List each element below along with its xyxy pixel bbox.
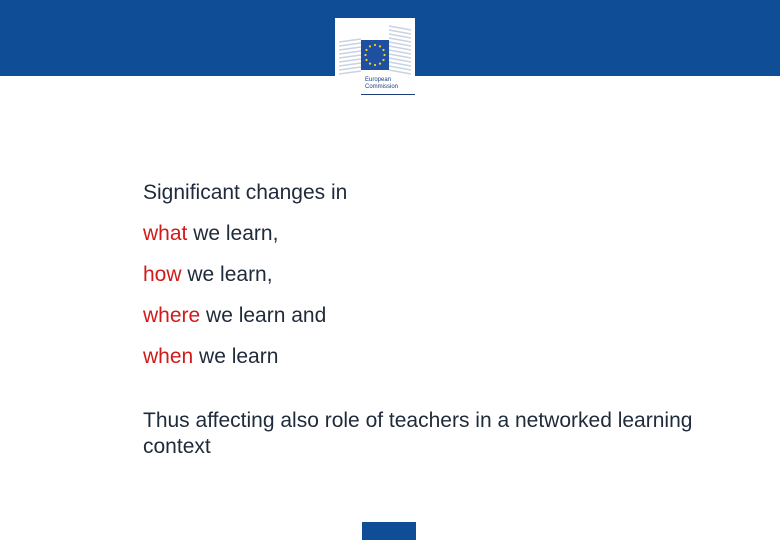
- footer-tab: [362, 522, 416, 540]
- keyword-when: when: [143, 345, 194, 368]
- keyword-how: how: [143, 263, 182, 286]
- logo-line-1: European: [365, 77, 392, 83]
- line-text: we learn and: [200, 304, 327, 327]
- slide-body: [143, 178, 763, 460]
- bullet-line-2: [143, 219, 763, 260]
- logo-wordmark: [365, 77, 398, 91]
- bullet-line-4: [143, 301, 763, 342]
- logo-line-2: Commission: [365, 84, 399, 90]
- keyword-what: what: [143, 222, 188, 245]
- bullet-line-5: [143, 342, 763, 383]
- conclusion-text: Thus affecting also role of teachers in a networked learning context: [143, 409, 693, 458]
- line-text: we learn,: [181, 263, 273, 286]
- keyword-where: where: [143, 304, 201, 327]
- bullet-line-3: [143, 260, 763, 301]
- line-text: Significant changes in: [143, 181, 348, 204]
- european-commission-logo: [335, 18, 415, 98]
- bullet-line-1: [143, 178, 763, 219]
- line-text: we learn,: [187, 222, 279, 245]
- line-text: we learn: [193, 345, 279, 368]
